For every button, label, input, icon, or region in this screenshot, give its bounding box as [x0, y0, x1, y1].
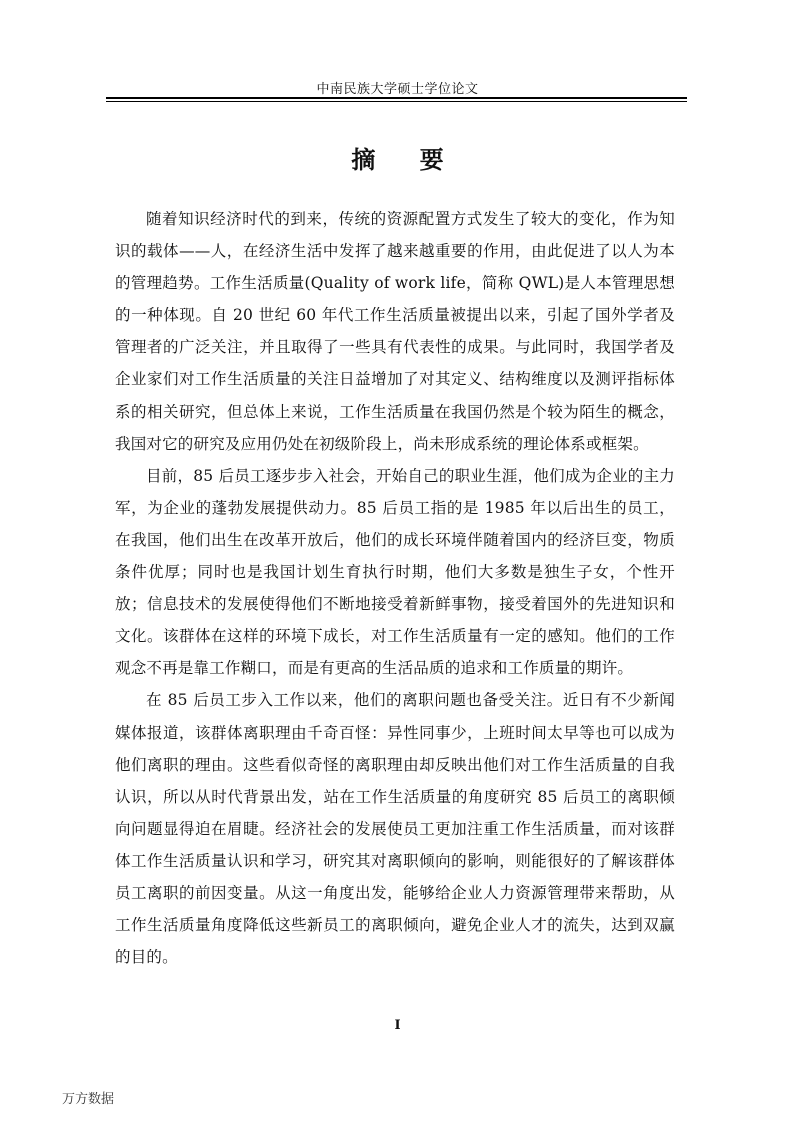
- abstract-body: [115, 203, 675, 973]
- header-rule-thick: [106, 97, 687, 99]
- abstract-paragraph-1: 随着知识经济时代的到来，传统的资源配置方式发生了较大的变化，作为知识的载体——人，在经济生活中发挥了越来越重要的作用，由此促进了以人为本的管理趋势。工作生活质量(Quality of work life，简称 QWL)是人本管理思想的一种体现。自 20 世纪 60 年代工作生活质量被提出以来，引起了国外学者及管理者的广泛关注，并且取得了一些具有代表性的成果。与此同时，我国学者及企业家们对工作生活质量的关注日益增加了对其定义、结构维度以及测评指标体系的相关研究，但总体上来说，工作生活质量在我国仍然是个较为陌生的概念，我国对它的研究及应用仍处在初级阶段上，尚未形成系统的理论体系或框架。: [115, 210, 675, 453]
- abstract-title: 摘 要: [351, 146, 462, 174]
- abstract-paragraph-2: 目前，85 后员工逐步步入社会，开始自己的职业生涯，他们成为企业的主力军，为企业的蓬勃发展提供动力。85 后员工指的是 1985 年以后出生的员工，在我国，他们出生在改革开放后，他们的成长环境伴随着国内的经济巨变，物质条件优厚；同时也是我国计划生育执行时期，他们大多数是独生子女，个性开放；信息技术的发展使得他们不断地接受着新鲜事物，接受着国外的先进知识和文化。该群体在这样的环境下成长，对工作生活质量有一定的感知。他们的工作观念不再是靠工作糊口，而是有更高的生活品质的追求和工作质量的期许。: [115, 466, 675, 678]
- page-number: I: [394, 1018, 401, 1033]
- watermark-text: 万方数据: [62, 1092, 115, 1107]
- header-rule-thin: [106, 101, 687, 102]
- abstract-paragraph-3: 在 85 后员工步入工作以来，他们的离职问题也备受关注。近日有不少新闻媒体报道，该群体离职理由千奇百怪：异性同事少，上班时间太早等也可以成为他们离职的理由。这些看似奇怪的离职理由却反映出他们对工作生活质量的自我认识，所以从时代背景出发，站在工作生活质量的角度研究 85 后员工的离职倾向问题显得迫在眉睫。经济社会的发展使员工更加注重工作生活质量，而对该群体工作生活质量认识和学习，研究其对离职倾向的影响，则能很好的了解该群体员工离职的前因变量。从这一角度出发，能够给企业人力资源管理带来帮助，从工作生活质量角度降低这些新员工的离职倾向，避免企业人才的流失，达到双赢的目的。: [115, 691, 675, 967]
- running-header: 中南民族大学硕士学位论文: [316, 82, 479, 97]
